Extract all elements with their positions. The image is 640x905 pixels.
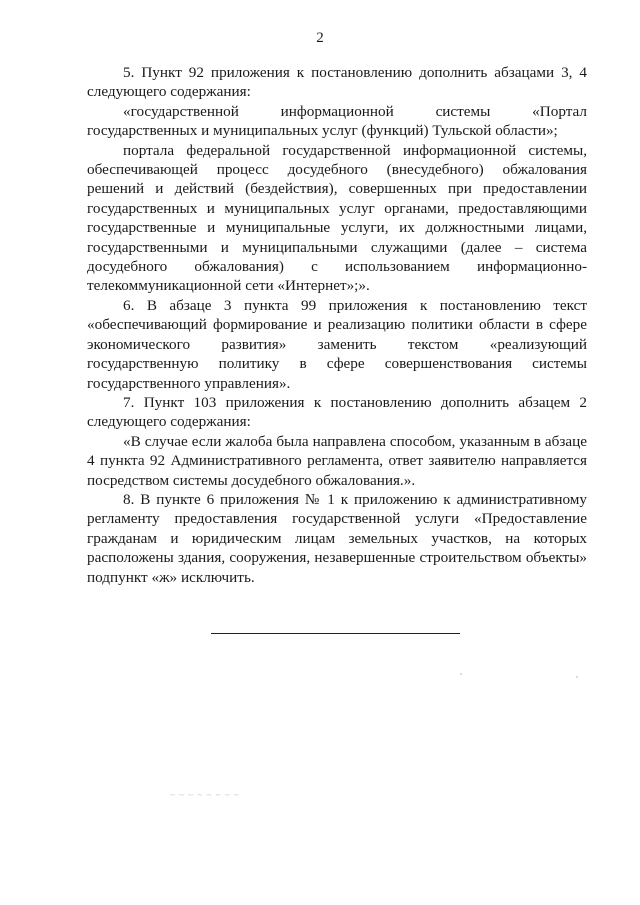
paragraph-quote-portal: «государственной информационной системы «Портал государственных и муниципальных услуг (функций) Тульской области»; bbox=[87, 102, 587, 140]
paragraph-item-8: 8. В пункте 6 приложения № 1 к приложению к административному регламенту предоставления государственной услуги «Предоставление гражданам и юридическим лицам земельных участков, на которых расположены здания, сооружения, незавершенные строительством объекты» подпункт «ж» исключить. bbox=[87, 490, 587, 586]
end-divider-line bbox=[211, 633, 460, 634]
faint-stamp-mark: ~ ~ ~ ~ ~ ~ ~ ~ bbox=[170, 790, 240, 800]
scan-speck bbox=[460, 673, 462, 675]
page-number: 2 bbox=[316, 30, 324, 46]
document-body bbox=[87, 63, 587, 587]
paragraph-item-6: 6. В абзаце 3 пункта 99 приложения к постановлению текст «обеспечивающий формирование и реализацию политики области в сфере экономического развития» заменить текстом «реализующий государственную политику в сфере совершенствования системы государственного управления». bbox=[87, 296, 587, 392]
paragraph-item-7: 7. Пункт 103 приложения к постановлению дополнить абзацем 2 следующего содержания: bbox=[87, 393, 587, 431]
scan-speck bbox=[576, 676, 578, 678]
paragraph-quote-federal-portal: портала федеральной государственной информационной системы, обеспечивающей процесс досудебного (внесудебного) обжалования решений и действий (бездействия), совершенных при предоставлении государственных и муниципальных услуг органами, предоставляющими государственные и муниципальные услуги, их должностными лицами, государственными и муниципальными служащими (далее – система досудебного обжалования) с использованием информационно-телекоммуникационной сети «Интернет»;». bbox=[87, 141, 587, 295]
paragraph-item-5: 5. Пункт 92 приложения к постановлению дополнить абзацами 3, 4 следующего содержания: bbox=[87, 64, 587, 101]
paragraph-quote-complaint: «В случае если жалоба была направлена способом, указанным в абзаце 4 пункта 92 Административного регламента, ответ заявителю направляется посредством системы досудебного обжалования.». bbox=[87, 432, 587, 489]
